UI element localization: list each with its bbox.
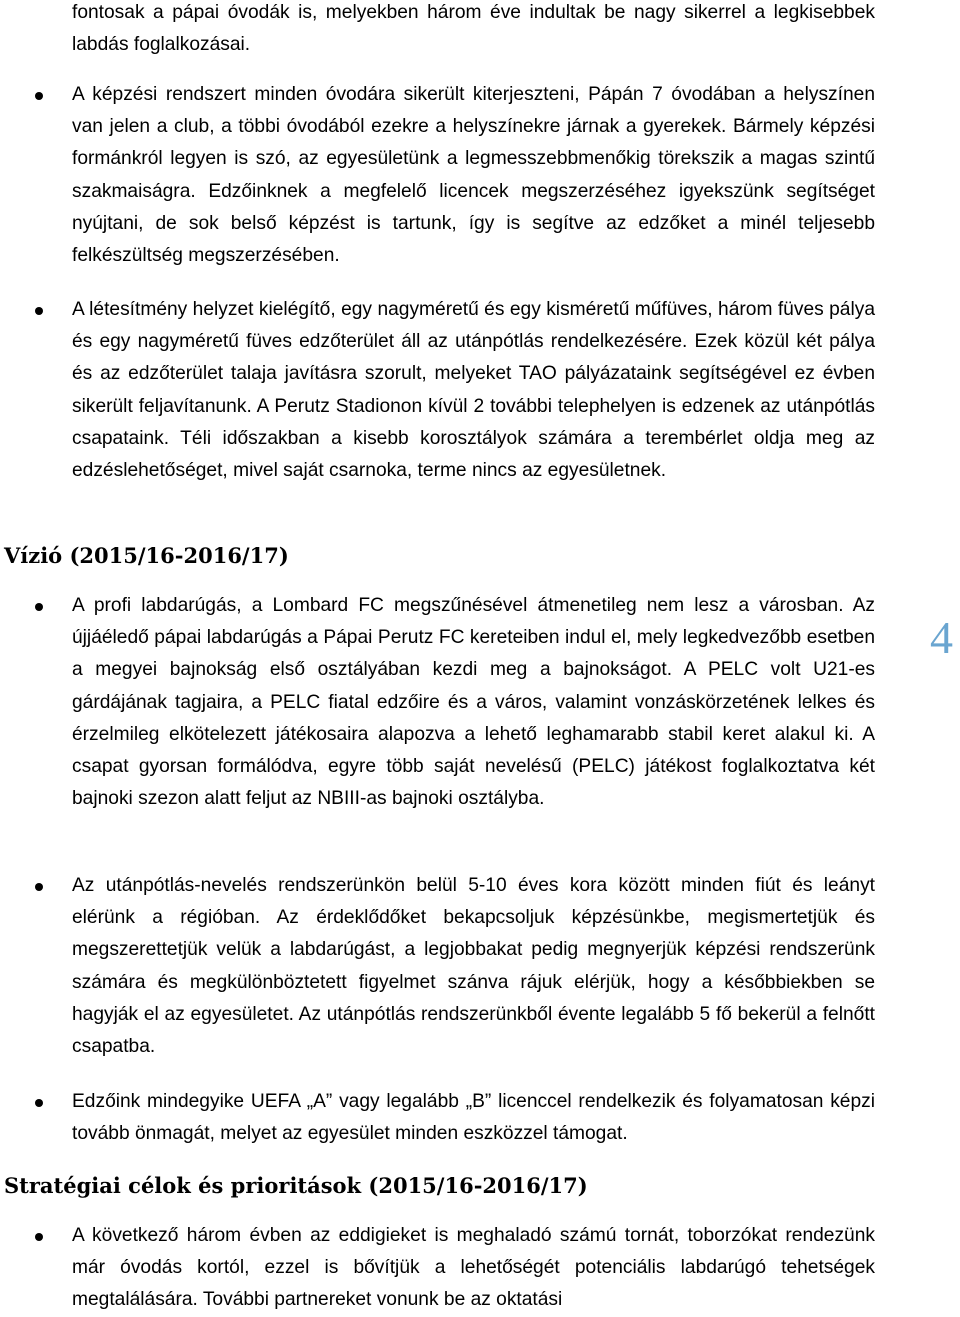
page-number: 4 <box>930 612 953 663</box>
strategy-heading: Stratégiai célok és prioritások (2015/16-2016/17) <box>4 1173 588 1198</box>
bullet-marker <box>35 883 43 891</box>
bullet-marker <box>35 1233 43 1241</box>
current-state-item-facilities: A létesítmény helyzet kielégítő, egy nagyméretű és egy kisméretű műfüves, három füves pálya és egy nagyméretű füves edzőterület áll az utánpótlás rendelkezésére. Ezek közül két pálya és az edzőterület talaja javításra szorult, melyeket TAO pályázataink segítségével ez évben sikerült feljavítanunk. A Perutz Stadionon kívül 2 további telephelyen is edzenek az utánpótlás csapataink. Téli időszakban a kisebb korosztályok számára a terembérlet oldja meg az edzéslehetőséget, mivel saját csarnoka, terme nincs az egyesületnek. <box>72 299 875 482</box>
vision-item-professional-football: A profi labdarúgás, a Lombard FC megszűnésével átmenetileg nem lesz a városban. Az újjáéledő pápai labdarúgás a Pápai Perutz FC kereteiben indul el, mely legkedvezőbb esetben a megyei bajnokság első osztályában kezdi meg a bajnokságot. A PELC volt U21-es gárdájának tagjaira, a PELC fiatal edzőire és a város, valamint vonzáskörzetének lelkes és érzelmileg elkötelezett játékosaira alapozva a lehető leghamarabb stabil keret alakul ki. A csapat gyorsan formálódva, egyre több saját nevelésű (PELC) játékost foglalkoztatva két bajnoki szezon alatt feljut az NBIII-as bajnoki osztályba. <box>72 595 875 810</box>
bullet-marker <box>35 307 43 315</box>
vision-item-youth-development: Az utánpótlás-nevelés rendszerünkön belül 5-10 éves kora között minden fiút és leányt elérünk a régióban. Az érdeklődőket bekapcsoljuk képzésünkbe, megismertetjük és megszerettetjük velük a labdarúgást, a legjobbakat pedig megnyerjük képzési rendszerünk számára és megkülönböztetett figyelmet szánva rájuk elérjük, hogy a későbbiekben se hagyják el az egyesületet. Az utánpótlás rendszerünkből évente legalább 5 fő bekerül a felnőtt csapatba. <box>72 875 875 1058</box>
bullet-marker <box>35 92 43 100</box>
current-state-item-training: A képzési rendszert minden óvodára sikerült kiterjeszteni, Pápán 7 óvodában a helyszínen van jelen a club, a többi óvodából ezekre a helyszínekre járnak a gyerekek. Bármely képzési formánkról legyen is szó, az egyesületünk a legmesszebbmenőkig törekszik a magas szintű szakmaiságra. Edzőinknek a megfelelő licencek megszerzéséhez igyekszünk segítséget nyújtani, de sok belső képzést is tartunk, így is segítve az edzőket a minél teljesebb felkészültség megszerzésében. <box>72 84 875 267</box>
vision-item-coach-licences: Edzőink mindegyike UEFA „A” vagy legalább „B” licenccel rendelkezik és folyamatosan képzi tovább önmagát, melyet az egyesület minden eszközzel támogat. <box>72 1091 875 1145</box>
vision-heading: Vízió (2015/16-2016/17) <box>4 543 289 568</box>
strategy-item-tournaments: A következő három évben az eddigieket is meghaladó számú tornát, toborzókat rendezünk már óvodás kortól, ezzel is bővítjük a lehetőségét potenciális labdarúgó tehetségek megtalálására. További partnereket vonunk be az oktatási <box>72 1225 875 1311</box>
bullet-marker <box>35 603 43 611</box>
intro-continuation-paragraph: fontosak a pápai óvodák is, melyekben három éve indultak be nagy sikerrel a legkisebbek labdás foglalkozásai. <box>72 2 875 56</box>
bullet-marker <box>35 1099 43 1107</box>
